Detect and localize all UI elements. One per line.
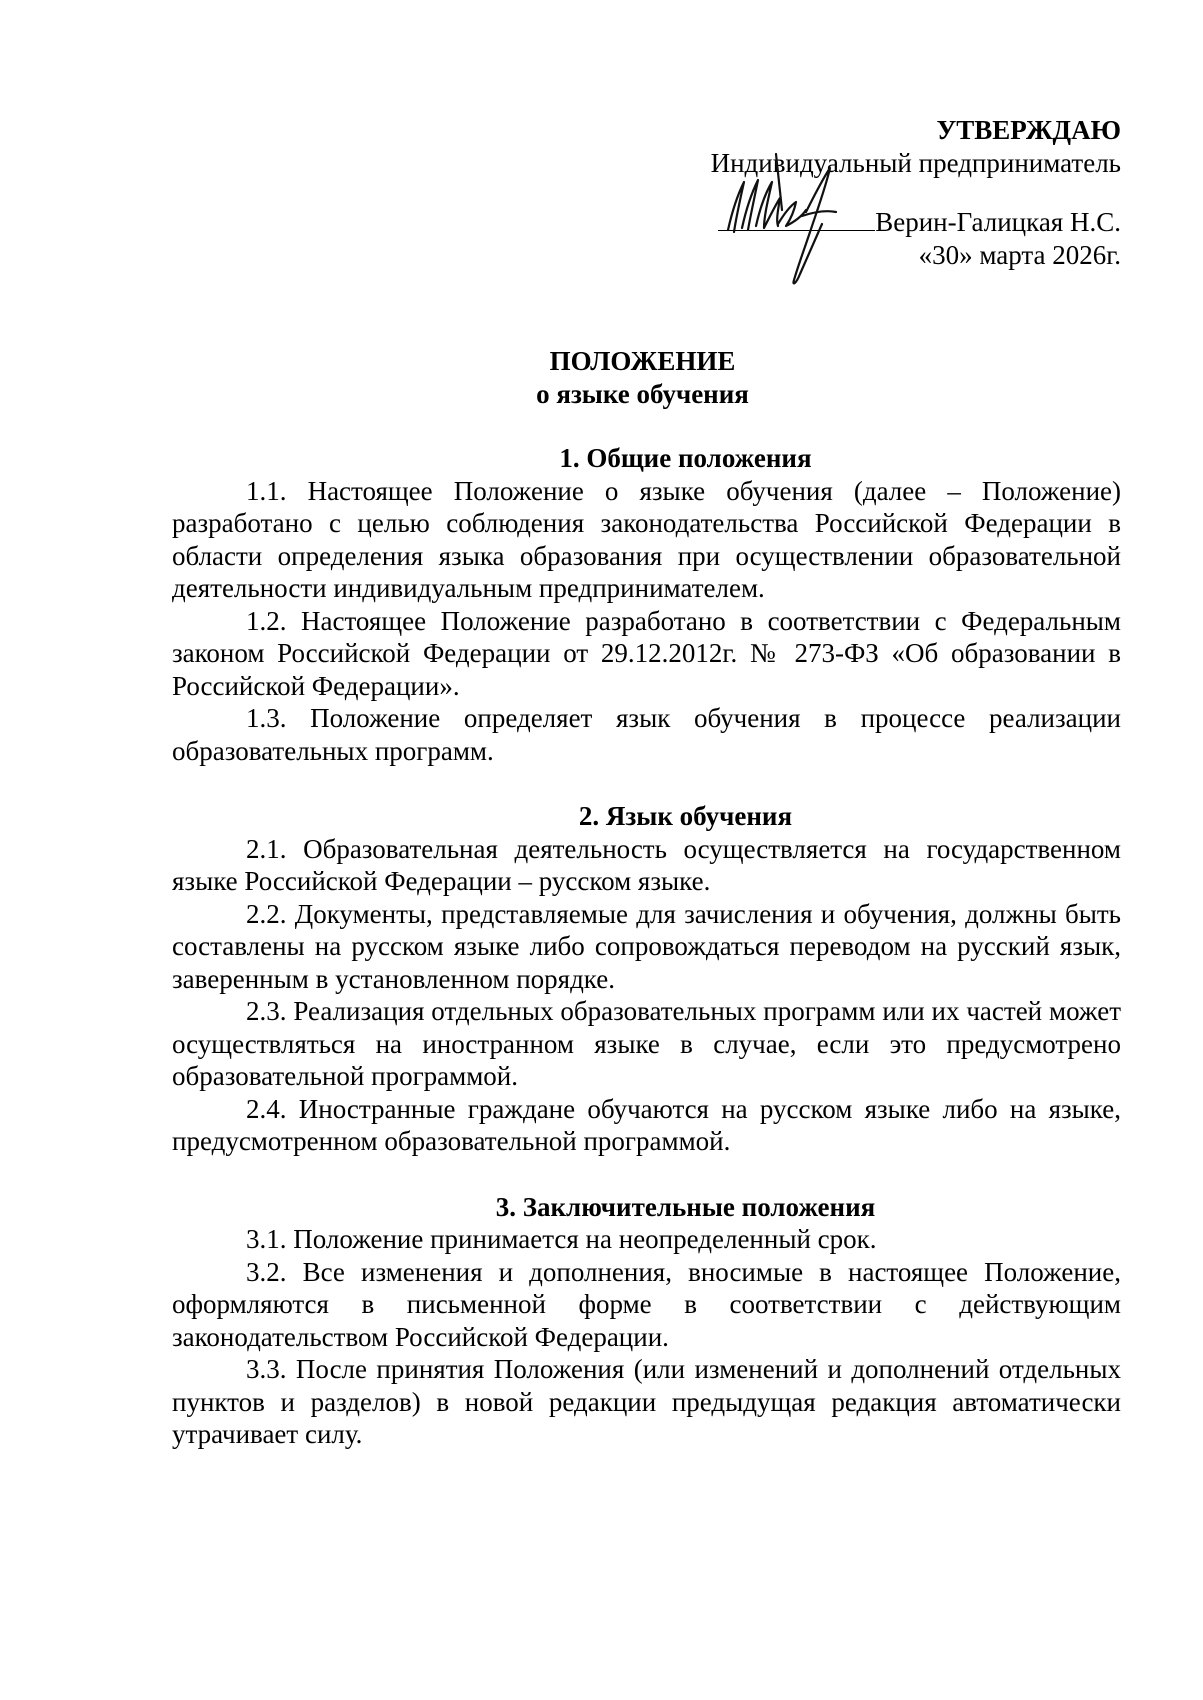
- paragraph: 1.3. Положение определяет язык обучения в процессе реализации образовательных программ.: [172, 703, 1121, 766]
- paragraph: 3.2. Все изменения и дополнения, вносимые в настоящее Положение, оформляются в письменной форме в соответствии с действующим законодательством Российской Федерации.: [172, 1256, 1121, 1352]
- approval-date: «30» марта 2026г.: [918, 240, 1121, 270]
- paragraph: 2.3. Реализация отдельных образовательных программ или их частей может осуществляться на иностранном языке в случае, если это предусмотрено образовательной программой.: [172, 996, 1121, 1091]
- document-title: ПОЛОЖЕНИЕ: [549, 346, 736, 376]
- paragraph: 2.4. Иностранные граждане обучаются на русском языке либо на языке, предусмотренном образовательной программой.: [172, 1093, 1121, 1156]
- section-heading: 1. Общие положения: [559, 443, 812, 473]
- approver-name: Верин-Галицкая Н.С.: [875, 207, 1121, 237]
- approver-position: Индивидуальный предприниматель: [710, 148, 1121, 178]
- approval-heading: УТВЕРЖДАЮ: [936, 115, 1121, 145]
- paragraph: 3.3. После принятия Положения (или изменений и дополнений отдельных пунктов и разделов) в новой редакции предыдущая редакция автоматически утрачивает силу.: [172, 1354, 1121, 1449]
- document-subtitle: о языке обучения: [536, 379, 749, 409]
- section-spacer: [172, 1158, 1121, 1191]
- handwritten-signature: [718, 152, 868, 292]
- section-heading: 2. Язык обучения: [578, 801, 793, 831]
- paragraph: 1.1. Настоящее Положение о языке обучения (далее – Положение) разработано с целью соблюдения законодательства Российской Федерации в области определения языка образования при осуществлении образовательной деятельности индивидуальным предпринимателем.: [172, 475, 1121, 603]
- document-title-block: [0, 345, 1203, 411]
- paragraph: 2.1. Образовательная деятельность осуществляется на государственном языке Российской Федерации – русском языке.: [172, 833, 1121, 896]
- paragraph: 1.2. Настоящее Положение разработано в соответствии с Федеральным законом Российской Федерации от 29.12.2012г. № 273-ФЗ «Об образовании в Российской Федерации».: [172, 605, 1121, 701]
- document-body: [172, 442, 1121, 1451]
- paragraph: 2.2. Документы, представляемые для зачисления и обучения, должны быть составлены на русском языке либо сопровождаться переводом на русский язык, заверенным в установленном порядке.: [172, 898, 1121, 994]
- section-heading: 3. Заключительные положения: [495, 1191, 876, 1222]
- section-spacer: [172, 767, 1121, 800]
- paragraph: 3.1. Положение принимается на неопределенный срок.: [246, 1224, 877, 1254]
